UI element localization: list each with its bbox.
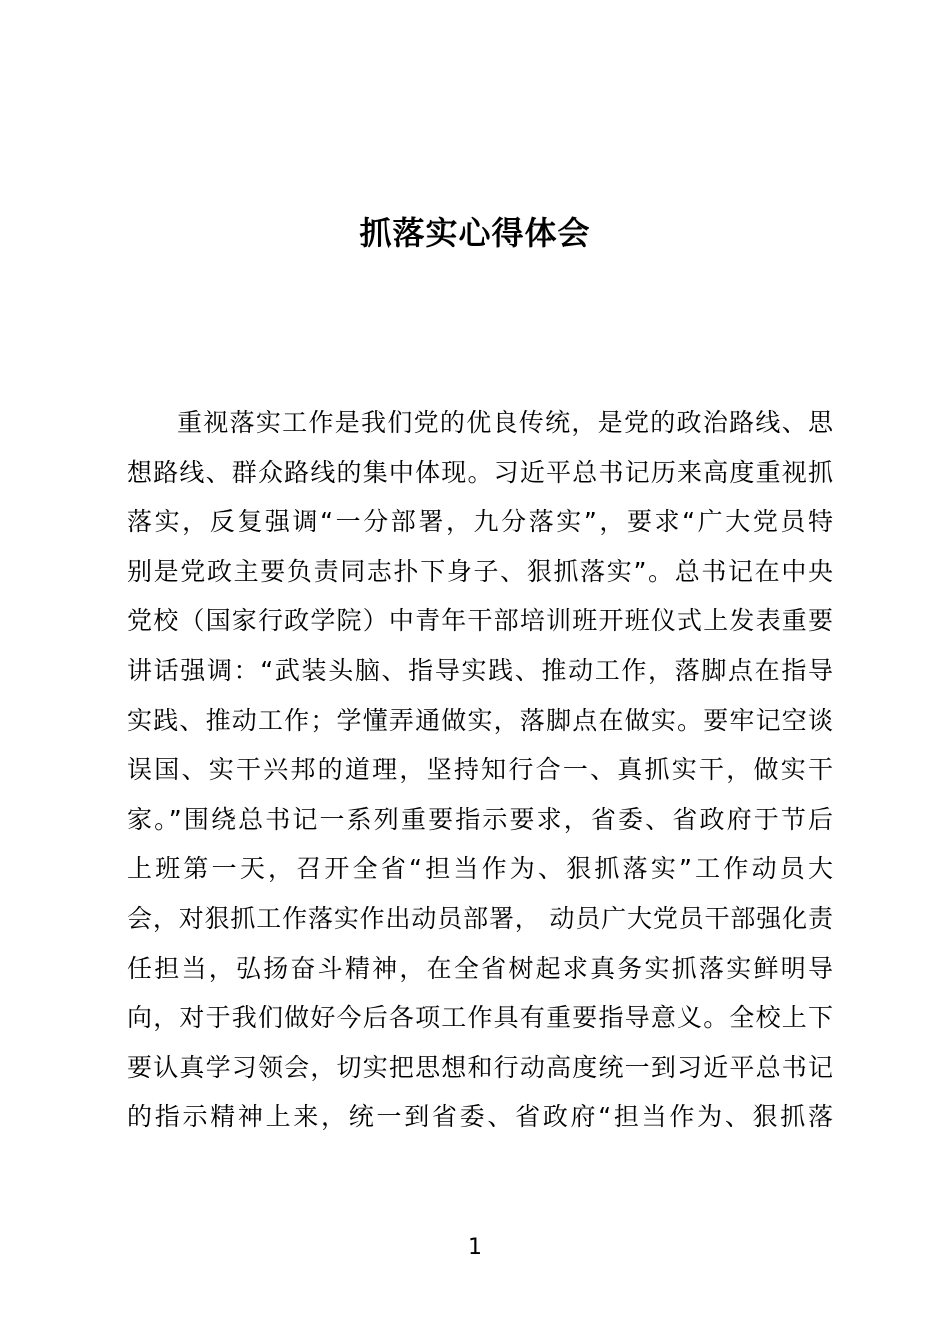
paragraph-line: 实践、推动工作；学懂弄通做实，落脚点在做实。要牢记空谈 xyxy=(127,705,833,735)
paragraph-line: 落实，反复强调“一分部署，九分落实”，要求“广大党员特 xyxy=(127,507,833,537)
document-title: 抓落实心得体会 xyxy=(359,214,591,252)
paragraph-line: 家。”围绕总书记一系列重要指示要求，省委、省政府于节后 xyxy=(127,804,833,834)
paragraph-line: 任担当，弘扬奋斗精神，在全省树起求真务实抓落实鲜明导 xyxy=(127,953,833,983)
paragraph-line: 误国、实干兴邦的道理，坚持知行合一、真抓实干，做实干 xyxy=(127,755,833,785)
paragraph-line: 向，对于我们做好今后各项工作具有重要指导意义。全校上下 xyxy=(127,1003,833,1033)
paragraph-line: 会，对狠抓工作落实作出动员部署， 动员广大党员干部强化责 xyxy=(127,903,833,933)
paragraph-line: 别是党政主要负责同志扑下身子、狠抓落实”。总书记在中央 xyxy=(127,556,833,586)
paragraph-line: 重视落实工作是我们党的优良传统，是党的政治路线、思 xyxy=(177,408,833,437)
paragraph-line: 的指示精神上来，统一到省委、省政府“担当作为、狠抓落 xyxy=(127,1102,833,1132)
paragraph-line: 党校（国家行政学院）中青年干部培训班开班仪式上发表重要 xyxy=(127,606,833,636)
body-paragraph xyxy=(127,398,833,1142)
paragraph-line: 想路线、群众路线的集中体现。习近平总书记历来高度重视抓 xyxy=(127,457,833,487)
paragraph-line: 讲话强调：“武装头脑、指导实践、推动工作，落脚点在指导 xyxy=(127,655,833,685)
paragraph-line: 上班第一天，召开全省“担当作为、狠抓落实”工作动员大 xyxy=(127,854,833,884)
page-number: 1 xyxy=(468,1235,482,1260)
paragraph-line: 要认真学习领会，切实把思想和行动高度统一到习近平总书记 xyxy=(127,1052,833,1082)
